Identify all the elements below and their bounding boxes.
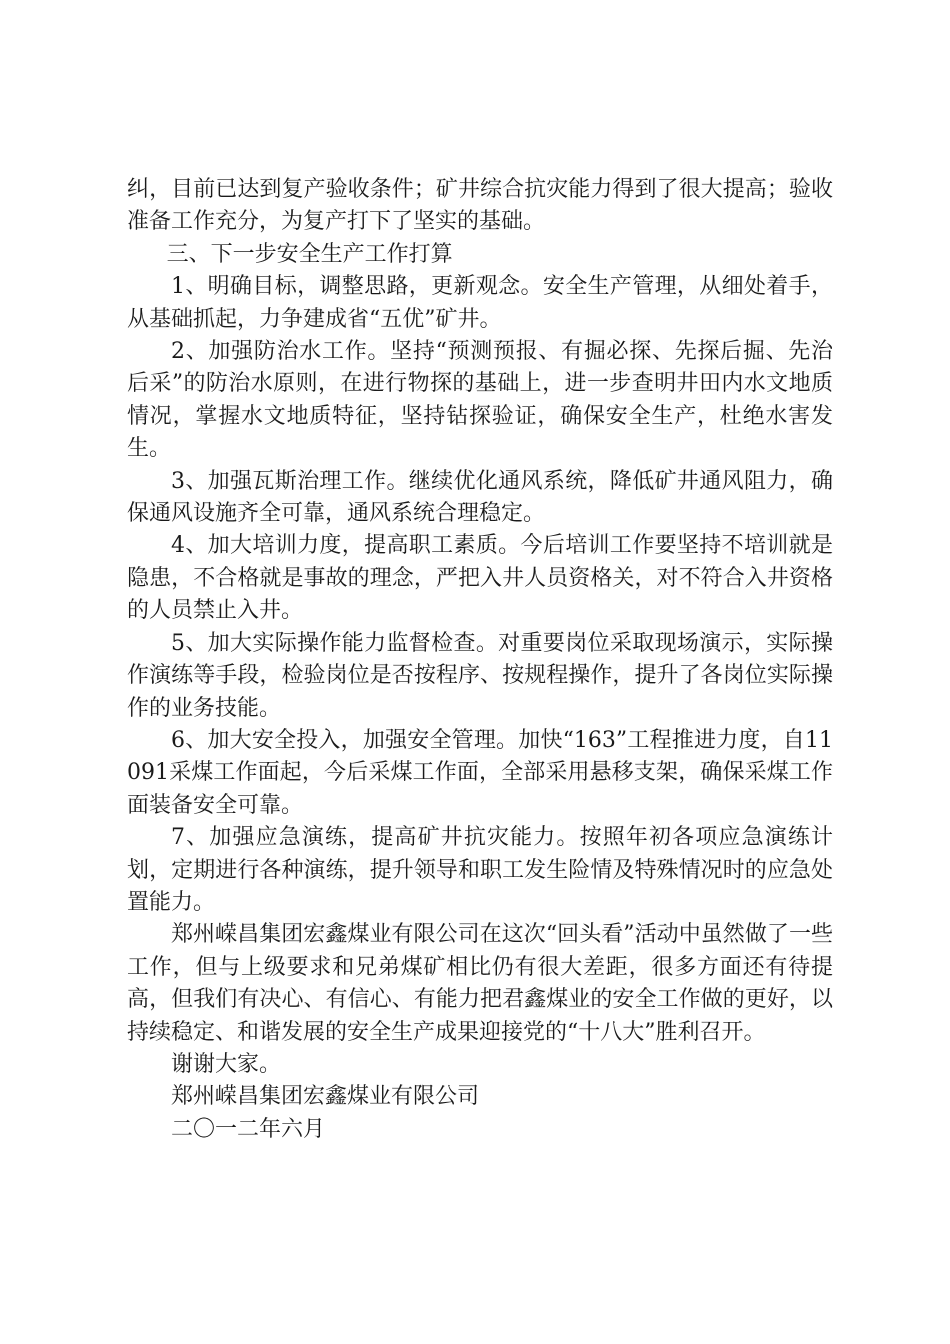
plan-item-2: 2、加强防治水工作。坚持“预测预报、有掘必探、先探后掘、先治后采”的防治水原则，在进行物探的基础上，进一步查明井田内水文地质情况，掌握水文地质特征，坚持钻探验证，确保安全生产，杜绝水害发生。 — [127, 339, 833, 462]
plan-item-6: 6、加大安全投入，加强安全管理。加快“163”工程推进力度，自11091采煤工作面起，今后采煤工作面，全部采用悬移支架，确保采煤工作面装备安全可靠。 — [127, 727, 833, 818]
plan-item-5: 5、加大实际操作能力监督检查。对重要岗位采取现场演示，实际操作演练等手段，检验岗位是否按程序、按规程操作，提升了各岗位实际操作的业务技能。 — [127, 630, 833, 721]
signature-company: 郑州嵘昌集团宏鑫煤业有限公司 — [171, 1084, 480, 1110]
thanks-line: 谢谢大家。 — [171, 1051, 282, 1077]
section-heading: 三、下一步安全生产工作打算 — [166, 241, 453, 267]
plan-item-4: 4、加大培训力度，提高职工素质。今后培训工作要坚持不培训就是隐患，不合格就是事故的理念，严把入井人员资格关，对不符合入井资格的人员禁止入井。 — [127, 533, 833, 624]
signature-date: 二〇一二年六月 — [171, 1116, 326, 1142]
plan-item-3: 3、加强瓦斯治理工作。继续优化通风系统，降低矿井通风阻力，确保通风设施齐全可靠，通风系统合理稳定。 — [127, 468, 833, 527]
continuation-paragraph: 纠，目前已达到复产验收条件；矿井综合抗灾能力得到了很大提高；验收准备工作充分，为复产打下了坚实的基础。 — [127, 177, 833, 235]
plan-item-7: 7、加强应急演练，提高矿井抗灾能力。按照年初各项应急演练计划，定期进行各种演练，提升领导和职工发生险情及特殊情况时的应急处置能力。 — [127, 825, 833, 915]
closing-paragraph: 郑州嵘昌集团宏鑫煤业有限公司在这次“回头看”活动中虽然做了一些工作，但与上级要求和兄弟煤矿相比仍有很大差距，很多方面还有待提高，但我们有决心、有信心、有能力把君鑫煤业的安全工作做的更好，以持续稳定、和谐发展的安全生产成果迎接党的“十八大”胜利召开。 — [127, 922, 833, 1045]
plan-item-1: 1、明确目标，调整思路，更新观念。安全生产管理，从细处着手，从基础抓起，力争建成省“五优”矿井。 — [127, 274, 833, 332]
document-page — [127, 174, 833, 1146]
